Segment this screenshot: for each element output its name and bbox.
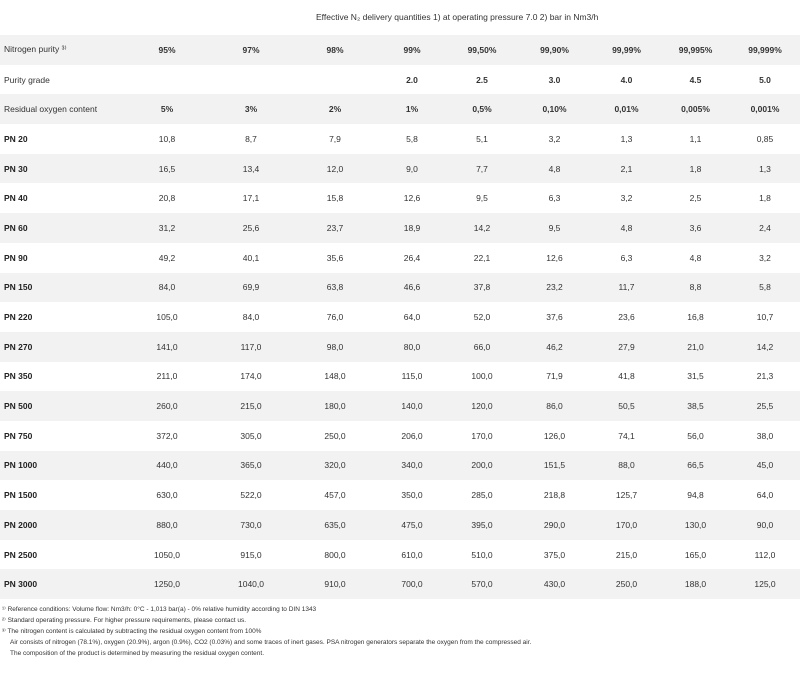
table-cell: 37,8	[447, 273, 517, 303]
table-cell: 94,8	[661, 480, 730, 510]
table-cell: 260,0	[125, 391, 209, 421]
table-cell: 880,0	[125, 510, 209, 540]
row-label: PN 30	[0, 154, 125, 184]
table-cell: 5,8	[377, 124, 447, 154]
table-cell: 20,8	[125, 183, 209, 213]
table-cell: 38,0	[730, 421, 800, 451]
table-cell: 2.0	[377, 65, 447, 95]
table-cell: 76,0	[293, 302, 377, 332]
table-cell: 3,6	[661, 213, 730, 243]
table-cell: 125,7	[592, 480, 661, 510]
table-cell: 10,7	[730, 302, 800, 332]
table-row	[0, 540, 800, 570]
table-cell: 1,3	[730, 154, 800, 184]
table-cell: 700,0	[377, 569, 447, 599]
table-cell: 250,0	[592, 569, 661, 599]
row-label: PN 60	[0, 213, 125, 243]
table-cell: 4,8	[517, 154, 592, 184]
table-cell: 99%	[377, 35, 447, 65]
table-cell: 88,0	[592, 451, 661, 481]
table-cell: 38,5	[661, 391, 730, 421]
table-cell: 440,0	[125, 451, 209, 481]
table-cell: 0,10%	[517, 94, 592, 124]
table-cell: 372,0	[125, 421, 209, 451]
table-cell: 180,0	[293, 391, 377, 421]
table-cell: 12,6	[517, 243, 592, 273]
table-row	[0, 510, 800, 540]
table-cell: 4.5	[661, 65, 730, 95]
row-label: PN 150	[0, 273, 125, 303]
table-cell: 5%	[125, 94, 209, 124]
table-cell: 200,0	[447, 451, 517, 481]
table-cell: 17,1	[209, 183, 293, 213]
row-label: PN 2000	[0, 510, 125, 540]
table-cell: 1050,0	[125, 540, 209, 570]
table-cell: 5.0	[730, 65, 800, 95]
table-cell: 630,0	[125, 480, 209, 510]
table-cell: 1,8	[661, 154, 730, 184]
table-cell: 115,0	[377, 362, 447, 392]
table-cell: 9,0	[377, 154, 447, 184]
table-cell: 1250,0	[125, 569, 209, 599]
table-cell: 285,0	[447, 480, 517, 510]
table-cell: 15,8	[293, 183, 377, 213]
table-row	[0, 569, 800, 599]
table-cell: 1,8	[730, 183, 800, 213]
table-cell: 80,0	[377, 332, 447, 362]
table-cell: 126,0	[517, 421, 592, 451]
table-cell: 910,0	[293, 569, 377, 599]
table-cell: 23,2	[517, 273, 592, 303]
table-cell: 1%	[377, 94, 447, 124]
table-cell: 99,90%	[517, 35, 592, 65]
table-row	[0, 302, 800, 332]
table-cell: 5,1	[447, 124, 517, 154]
table-cell: 100,0	[447, 362, 517, 392]
table-row	[0, 154, 800, 184]
table-cell: 25,6	[209, 213, 293, 243]
table-cell: 37,6	[517, 302, 592, 332]
table-cell: 174,0	[209, 362, 293, 392]
table-cell: 211,0	[125, 362, 209, 392]
table-cell: 2,1	[592, 154, 661, 184]
footnote-1: ¹⁾ Reference conditions: Volume flow: Nm3/h: 0°C - 1,013 bar(a) - 0% relative humidity according to DIN 1343	[2, 606, 317, 613]
row-label: PN 350	[0, 362, 125, 392]
table-cell: 290,0	[517, 510, 592, 540]
table-title-row	[0, 0, 800, 35]
table-cell: 21,0	[661, 332, 730, 362]
table-cell: 63,8	[293, 273, 377, 303]
table-cell: 31,2	[125, 213, 209, 243]
footnote-3: ³⁾ The nitrogen content is calculated by subtracting the residual oxygen content from 100%	[2, 628, 262, 635]
table-cell: 1,1	[661, 124, 730, 154]
table-cell: 64,0	[730, 480, 800, 510]
table-cell: 31,5	[661, 362, 730, 392]
table-cell: 14,2	[447, 213, 517, 243]
table-cell: 99,99%	[592, 35, 661, 65]
row-label: PN 40	[0, 183, 125, 213]
table-cell: 84,0	[209, 302, 293, 332]
table-cell	[293, 65, 377, 95]
table-cell: 12,6	[377, 183, 447, 213]
table-cell: 12,0	[293, 154, 377, 184]
table-cell	[209, 65, 293, 95]
table-cell: 165,0	[661, 540, 730, 570]
table-cell: 2,5	[661, 183, 730, 213]
table-row	[0, 391, 800, 421]
table-cell: 69,9	[209, 273, 293, 303]
table-cell: 95%	[125, 35, 209, 65]
table-cell: 375,0	[517, 540, 592, 570]
table-cell: 27,9	[592, 332, 661, 362]
table-cell: 141,0	[125, 332, 209, 362]
table-cell: 90,0	[730, 510, 800, 540]
row-label: PN 3000	[0, 569, 125, 599]
table-cell: 2,4	[730, 213, 800, 243]
table-cell: 13,4	[209, 154, 293, 184]
table-cell: 0,001%	[730, 94, 800, 124]
table-cell: 170,0	[592, 510, 661, 540]
table-cell: 4,8	[661, 243, 730, 273]
table-cell: 120,0	[447, 391, 517, 421]
table-cell: 84,0	[125, 273, 209, 303]
footnotes	[2, 604, 798, 659]
table-cell: 49,2	[125, 243, 209, 273]
table-cell: 1040,0	[209, 569, 293, 599]
table-cell: 4,8	[592, 213, 661, 243]
table-cell: 99,995%	[661, 35, 730, 65]
table-cell: 915,0	[209, 540, 293, 570]
table-cell: 3%	[209, 94, 293, 124]
table-cell: 46,2	[517, 332, 592, 362]
row-label: PN 500	[0, 391, 125, 421]
table-cell: 99,999%	[730, 35, 800, 65]
table-row	[0, 183, 800, 213]
table-cell: 5,8	[730, 273, 800, 303]
table-cell: 99,50%	[447, 35, 517, 65]
table-cell: 570,0	[447, 569, 517, 599]
table-cell: 3,2	[517, 124, 592, 154]
table-cell: 522,0	[209, 480, 293, 510]
table-cell: 52,0	[447, 302, 517, 332]
table-row	[0, 35, 800, 65]
table-cell: 56,0	[661, 421, 730, 451]
table-cell: 86,0	[517, 391, 592, 421]
table-cell: 26,4	[377, 243, 447, 273]
table-cell: 250,0	[293, 421, 377, 451]
table-cell: 16,5	[125, 154, 209, 184]
table-cell: 66,5	[661, 451, 730, 481]
table-cell: 11,7	[592, 273, 661, 303]
table-cell: 112,0	[730, 540, 800, 570]
table-cell: 430,0	[517, 569, 592, 599]
table-cell: 23,7	[293, 213, 377, 243]
table-row	[0, 421, 800, 451]
table-cell: 16,8	[661, 302, 730, 332]
footnote-product-composition: The composition of the product is determined by measuring the residual oxygen content.	[10, 650, 265, 657]
table-cell: 14,2	[730, 332, 800, 362]
table-row	[0, 362, 800, 392]
table-cell: 22,1	[447, 243, 517, 273]
table-row	[0, 480, 800, 510]
table-cell: 2%	[293, 94, 377, 124]
table-cell: 35,6	[293, 243, 377, 273]
table-cell: 46,6	[377, 273, 447, 303]
table-cell: 3.0	[517, 65, 592, 95]
table-cell: 10,8	[125, 124, 209, 154]
footnote-air-composition: Air consists of nitrogen (78.1%), oxygen (20.9%), argon (0.9%), CO2 (0.03%) and some traces of inert gases. PSA nitrogen generators separate the oxygen from the compressed air.	[10, 639, 532, 646]
table-cell: 151,5	[517, 451, 592, 481]
table-cell: 117,0	[209, 332, 293, 362]
row-label: PN 2500	[0, 540, 125, 570]
table-cell: 3,2	[730, 243, 800, 273]
table-cell: 50,5	[592, 391, 661, 421]
table-cell: 130,0	[661, 510, 730, 540]
table-cell: 610,0	[377, 540, 447, 570]
row-label: PN 270	[0, 332, 125, 362]
table-cell: 188,0	[661, 569, 730, 599]
table-cell: 148,0	[293, 362, 377, 392]
table-cell: 218,8	[517, 480, 592, 510]
table-cell: 0,5%	[447, 94, 517, 124]
table-row	[0, 451, 800, 481]
table-cell: 97%	[209, 35, 293, 65]
table-cell: 0,01%	[592, 94, 661, 124]
table-cell: 0,005%	[661, 94, 730, 124]
table-cell: 206,0	[377, 421, 447, 451]
table-cell: 3,2	[592, 183, 661, 213]
table-cell: 457,0	[293, 480, 377, 510]
row-label: Nitrogen purity ³⁾	[0, 35, 125, 65]
table-cell: 7,7	[447, 154, 517, 184]
table-cell: 510,0	[447, 540, 517, 570]
table-cell: 25,5	[730, 391, 800, 421]
delivery-quantities-table	[0, 35, 800, 599]
row-label: PN 90	[0, 243, 125, 273]
table-row	[0, 332, 800, 362]
row-label: PN 1000	[0, 451, 125, 481]
table-cell: 105,0	[125, 302, 209, 332]
table-cell: 395,0	[447, 510, 517, 540]
table-cell	[125, 65, 209, 95]
table-cell: 71,9	[517, 362, 592, 392]
table-cell: 0,85	[730, 124, 800, 154]
table-cell: 23,6	[592, 302, 661, 332]
table-cell: 340,0	[377, 451, 447, 481]
row-label: PN 220	[0, 302, 125, 332]
table-row	[0, 65, 800, 95]
table-cell: 41,8	[592, 362, 661, 392]
table-cell: 64,0	[377, 302, 447, 332]
table-row	[0, 243, 800, 273]
table-cell: 74,1	[592, 421, 661, 451]
table-title: Effective N₂ delivery quantities 1) at operating pressure 7.0 2) bar in Nm3/h	[316, 12, 599, 22]
table-row	[0, 273, 800, 303]
table-cell: 350,0	[377, 480, 447, 510]
table-cell: 8,8	[661, 273, 730, 303]
table-cell: 98%	[293, 35, 377, 65]
table-cell: 475,0	[377, 510, 447, 540]
table-cell: 140,0	[377, 391, 447, 421]
table-cell: 6,3	[592, 243, 661, 273]
table-cell: 98,0	[293, 332, 377, 362]
table-cell: 7,9	[293, 124, 377, 154]
table-row	[0, 94, 800, 124]
row-label: PN 20	[0, 124, 125, 154]
table-cell: 635,0	[293, 510, 377, 540]
table-cell: 1,3	[592, 124, 661, 154]
table-row	[0, 213, 800, 243]
row-label: Residual oxygen content	[0, 94, 125, 124]
table-cell: 9,5	[447, 183, 517, 213]
table-cell: 170,0	[447, 421, 517, 451]
table-cell: 4.0	[592, 65, 661, 95]
footnote-2: ²⁾ Standard operating pressure. For higher pressure requirements, please contact us.	[2, 617, 247, 624]
table-cell: 21,3	[730, 362, 800, 392]
row-label: Purity grade	[0, 65, 125, 95]
table-cell: 215,0	[209, 391, 293, 421]
table-cell: 800,0	[293, 540, 377, 570]
table-row	[0, 124, 800, 154]
row-label: PN 1500	[0, 480, 125, 510]
table-cell: 305,0	[209, 421, 293, 451]
table-cell: 125,0	[730, 569, 800, 599]
table-cell: 320,0	[293, 451, 377, 481]
table-cell: 215,0	[592, 540, 661, 570]
table-cell: 2.5	[447, 65, 517, 95]
table-cell: 730,0	[209, 510, 293, 540]
row-label: PN 750	[0, 421, 125, 451]
table-cell: 8,7	[209, 124, 293, 154]
table-cell: 9,5	[517, 213, 592, 243]
table-cell: 40,1	[209, 243, 293, 273]
table-cell: 66,0	[447, 332, 517, 362]
table-cell: 45,0	[730, 451, 800, 481]
table-cell: 18,9	[377, 213, 447, 243]
table-cell: 6,3	[517, 183, 592, 213]
table-cell: 365,0	[209, 451, 293, 481]
